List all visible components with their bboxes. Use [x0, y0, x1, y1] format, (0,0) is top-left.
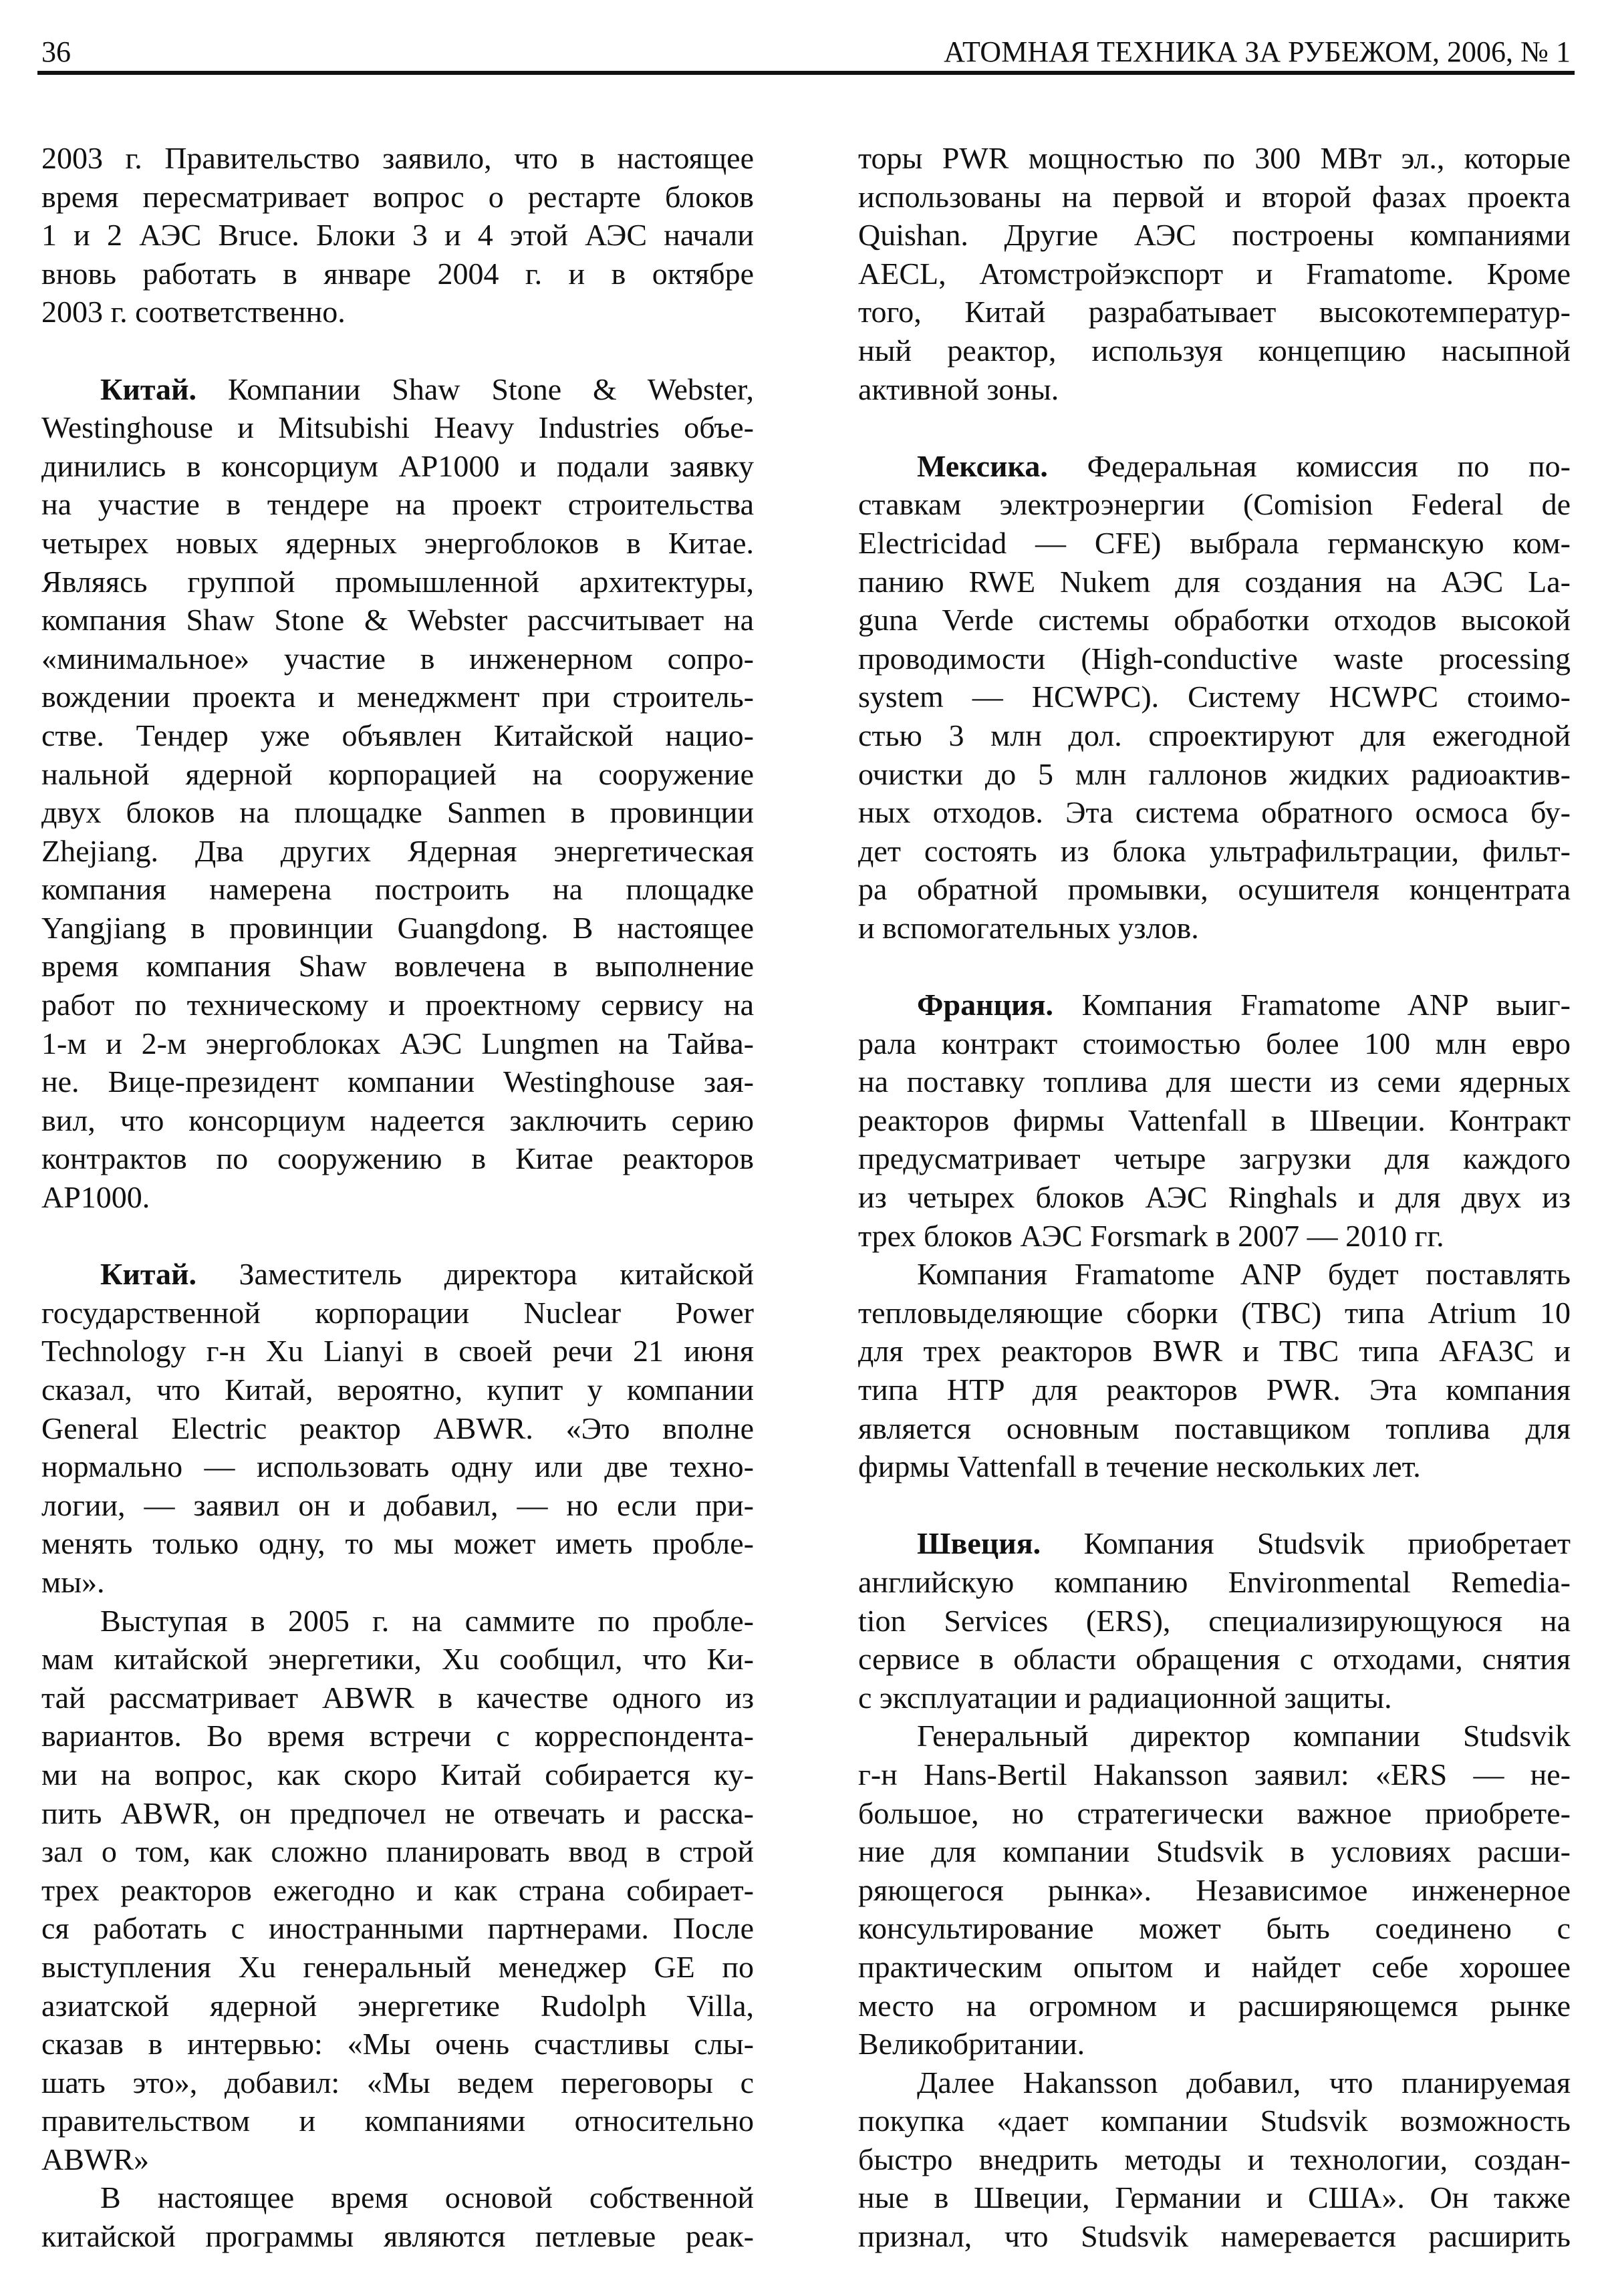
section-lead: Китай.: [100, 1257, 197, 1292]
line-text: вождении проекта и менеджмент при строитель-: [41, 680, 754, 714]
line-text: ный реактор, используя концепцию насыпной: [858, 333, 1571, 368]
paragraph-spacer: [41, 331, 754, 370]
line-text: панию RWE Nukem для создания на АЭС La-: [858, 564, 1571, 599]
line-text: вновь работать в январе 2004 г. и в октябре: [41, 256, 754, 291]
text-line: [41, 1832, 754, 1871]
text-line: [858, 447, 1571, 486]
text-line: [858, 1024, 1571, 1063]
text-line: [41, 370, 754, 409]
line-text: Quishan. Другие АЭС построены компаниями: [858, 218, 1571, 253]
text-line: [858, 1640, 1571, 1679]
text-line: [41, 1987, 754, 2025]
line-text: Technology г-н Xu Lianyi в своей речи 21 июня: [41, 1334, 754, 1369]
text-line: [41, 755, 754, 794]
line-text: Компания Framatome ANP будет поставлять: [917, 1257, 1571, 1292]
line-text: пить ABWR, он предпочел не отвечать и расска-: [41, 1796, 754, 1830]
text-line: [41, 1062, 754, 1101]
line-text: вариантов. Во время встречи с корреспондента-: [41, 1719, 754, 1753]
line-text: быстро внедрить методы и технологии, создан-: [858, 2142, 1571, 2176]
line-text: динились в консорциум AP1000 и подали заявку: [41, 448, 754, 483]
line-text: ставкам электроэнергии (Comision Federal de: [858, 487, 1571, 522]
text-line: [41, 2102, 754, 2140]
text-line: [858, 909, 1571, 948]
text-line: [858, 178, 1571, 217]
text-line: [858, 524, 1571, 563]
line-text: и вспомогательных узлов.: [858, 910, 1199, 945]
page-number: 36: [41, 35, 71, 68]
line-text: использованы на первой и второй фазах проекта: [858, 179, 1571, 214]
text-line: [858, 1409, 1571, 1448]
text-line: [858, 2102, 1571, 2140]
paragraph-spacer: [858, 1486, 1571, 1525]
line-text: компания намерена построить на площадке: [41, 872, 754, 907]
text-line: [41, 1871, 754, 1910]
text-line: [41, 1332, 754, 1371]
line-text: является основным поставщиком топлива для: [858, 1411, 1571, 1445]
line-text: реакторов фирмы Vattenfall в Швеции. Контракт: [858, 1103, 1571, 1137]
line-text: Компания Studsvik приобретает: [1041, 1526, 1571, 1561]
text-line: [858, 1871, 1571, 1910]
line-text: AECL, Атомстройэкспорт и Framatome. Кроме: [858, 256, 1571, 291]
text-line: [858, 1178, 1571, 1217]
journal-title: АТОМНАЯ ТЕХНИКА ЗА РУБЕЖОМ, 2006, № 1: [944, 35, 1571, 68]
line-text: мы».: [41, 1564, 105, 1599]
line-text: работ по техническому и проектному сервису на: [41, 988, 754, 1022]
text-line: [41, 524, 754, 563]
line-text: Генеральный директор компании Studsvik: [917, 1719, 1571, 1753]
line-text: Компания Framatome ANP выиг-: [1053, 988, 1571, 1022]
line-text: трех блоков АЭС Forsmark в 2007 — 2010 гг.: [858, 1218, 1444, 1253]
text-line: [41, 639, 754, 678]
section-lead: Швеция.: [917, 1526, 1041, 1561]
text-line: [41, 1294, 754, 1332]
line-text: типа HTP для реакторов PWR. Эта компания: [858, 1373, 1571, 1407]
text-line: [41, 986, 754, 1024]
line-text: сервисе в области обращения с отходами, снятия: [858, 1642, 1571, 1677]
line-text: четырех новых ядерных энергоблоков в Китае.: [41, 525, 754, 560]
line-text: активной зоны.: [858, 372, 1059, 406]
text-line: [858, 1755, 1571, 1794]
line-text: китайской программы являются петлевые реак-: [41, 2219, 754, 2254]
text-line: [858, 139, 1571, 178]
line-text: сказал, что Китай, вероятно, купит у компании: [41, 1373, 754, 1407]
text-line: [41, 216, 754, 255]
text-line: [41, 1447, 754, 1486]
line-text: контрактов по сооружению в Китае реакторов: [41, 1141, 754, 1176]
line-text: на поставку топлива для шести из семи ядерных: [858, 1064, 1571, 1099]
line-text: логии, — заявил он и добавил, — но если при-: [41, 1487, 754, 1522]
line-text: В настоящее время основой собственной: [100, 2180, 754, 2215]
section-lead: Франция.: [917, 988, 1053, 1022]
text-line: [858, 1139, 1571, 1178]
text-line: [858, 255, 1571, 293]
text-line: [41, 909, 754, 948]
line-text: Компании Shaw Stone & Webster,: [196, 372, 754, 406]
line-text: AP1000.: [41, 1180, 150, 1215]
text-line: [41, 2217, 754, 2256]
line-text: торы PWR мощностью по 300 МВт эл., которые: [858, 141, 1571, 175]
text-line: [41, 293, 754, 331]
text-line: [858, 563, 1571, 601]
text-line: [41, 1024, 754, 1063]
line-text: ABWR»: [41, 2142, 149, 2176]
line-text: г-н Hans-Bertil Hakansson заявил: «ERS — не-: [858, 1757, 1571, 1791]
line-text: время компания Shaw вовлечена в выполнение: [41, 949, 754, 984]
line-text: фирмы Vattenfall в течение нескольких лет.: [858, 1449, 1421, 1484]
text-line: [41, 947, 754, 986]
line-text: ных отходов. Эта система обратного осмоса бу-: [858, 795, 1571, 830]
line-text: Electricidad — CFE) выбрала германскую ком-: [858, 525, 1571, 560]
text-line: [41, 1371, 754, 1409]
text-line: [41, 255, 754, 293]
line-text: время пересматривает вопрос о рестарте блоков: [41, 179, 754, 214]
line-text: мам китайской энергетики, Xu сообщил, что Ки-: [41, 1642, 754, 1677]
text-line: [858, 1832, 1571, 1871]
text-line: [858, 1447, 1571, 1486]
text-line: [858, 678, 1571, 716]
paragraph: [858, 139, 1571, 408]
text-line: [858, 870, 1571, 909]
text-line: [858, 2217, 1571, 2256]
paragraph: [858, 2063, 1571, 2256]
text-line: [858, 2025, 1571, 2063]
line-text: сказав в интервью: «Мы очень счастливы слы-: [41, 2027, 754, 2061]
text-line: [858, 1948, 1571, 1987]
line-text: Являясь группой промышленной архитектуры,: [41, 564, 754, 599]
line-text: нальной ядерной корпорацией на сооружение: [41, 756, 754, 791]
paragraph: [858, 447, 1571, 948]
text-line: [858, 1217, 1571, 1256]
text-line: [858, 793, 1571, 832]
text-line: [41, 139, 754, 178]
paragraph: [858, 1524, 1571, 1717]
line-text: двух блоков на площадке Sanmen в провинции: [41, 795, 754, 830]
line-text: Выступая в 2005 г. на саммите по пробле-: [100, 1603, 754, 1638]
line-text: из четырех блоков АЭС Ringhals и для двух из: [858, 1180, 1571, 1215]
line-text: тай рассматривает ABWR в качестве одного из: [41, 1680, 754, 1715]
paragraph: [41, 370, 754, 1217]
line-text: guna Verde системы обработки отходов высокой: [858, 603, 1571, 637]
line-text: Westinghouse и Mitsubishi Heavy Industries объе-: [41, 410, 754, 445]
text-line: [858, 986, 1571, 1024]
paragraph: [41, 139, 754, 331]
line-text: признал, что Studsvik намеревается расширить: [858, 2219, 1571, 2254]
text-line: [858, 1987, 1571, 2025]
text-line: [41, 1178, 754, 1217]
text-line: [858, 485, 1571, 524]
text-line: [858, 1255, 1571, 1294]
line-text: ные в Швеции, Германии и США». Он также: [858, 2180, 1571, 2215]
line-text: Zhejiang. Два других Ядерная энергетическая: [41, 833, 754, 868]
text-line: [858, 1909, 1571, 1948]
section-lead: Мексика.: [917, 448, 1048, 483]
paragraph: [41, 1255, 754, 1601]
text-line: [41, 1717, 754, 1755]
text-line: [858, 1294, 1571, 1332]
text-line: [41, 1101, 754, 1140]
line-text: не. Вице-президент компании Westinghouse зая-: [41, 1064, 754, 1099]
text-line: [41, 1409, 754, 1448]
line-text: Далее Hakansson добавил, что планируемая: [917, 2065, 1571, 2100]
text-line: [41, 563, 754, 601]
text-line: [41, 1524, 754, 1563]
line-text: азиатской ядерной энергетике Rudolph Villa,: [41, 1988, 754, 2023]
line-text: покупка «дает компании Studsvik возможность: [858, 2104, 1571, 2138]
line-text: очистки до 5 млн галлонов жидких радиоактив-: [858, 756, 1571, 791]
text-line: [858, 639, 1571, 678]
text-line: [858, 1062, 1571, 1101]
text-line: [41, 485, 754, 524]
text-line: [41, 447, 754, 486]
text-line: [41, 408, 754, 447]
line-text: выступления Xu генеральный менеджер GE по: [41, 1949, 754, 1984]
line-text: дет состоять из блока ультрафильтрации, фильт-: [858, 833, 1571, 868]
line-text: нормально — использовать одну или две техно-: [41, 1449, 754, 1484]
text-line: [858, 293, 1571, 331]
text-line: [41, 716, 754, 755]
paragraph-spacer: [858, 408, 1571, 447]
text-line: [858, 2178, 1571, 2217]
line-text: 1 и 2 АЭС Bruce. Блоки 3 и 4 этой АЭС начали: [41, 218, 754, 253]
text-line: [41, 793, 754, 832]
text-line: [41, 601, 754, 639]
line-text: 2003 г. Правительство заявило, что в настоящее: [41, 141, 754, 175]
text-line: [41, 1909, 754, 1948]
text-line: [858, 716, 1571, 755]
text-line: [858, 331, 1571, 370]
text-line: [41, 1563, 754, 1602]
text-line: [41, 1255, 754, 1294]
text-line: [858, 601, 1571, 639]
text-line: [41, 870, 754, 909]
section-lead: Китай.: [100, 372, 197, 406]
line-text: консультирование может быть соединено с: [858, 1911, 1571, 1946]
text-line: [41, 2063, 754, 2102]
line-text: стью 3 млн дол. спроектируют для ежегодной: [858, 718, 1571, 752]
text-line: [41, 1948, 754, 1987]
running-header: [41, 32, 1571, 72]
paragraph: [858, 1255, 1571, 1486]
text-line: [858, 832, 1571, 871]
line-text: тепловыделяющие сборки (ТВС) типа Atrium 10: [858, 1295, 1571, 1330]
right-column: [858, 139, 1571, 2256]
text-line: [858, 216, 1571, 255]
line-text: того, Китай разрабатывает высокотемператур-: [858, 295, 1571, 329]
text-line: [41, 1486, 754, 1525]
text-line: [41, 1794, 754, 1833]
line-text: Yangjiang в провинции Guangdong. В настоящее: [41, 910, 754, 945]
line-text: system — HCWPC). Систему HCWPC стоимо-: [858, 680, 1571, 714]
text-line: [858, 1602, 1571, 1640]
text-line: [858, 1101, 1571, 1140]
text-line: [858, 1371, 1571, 1409]
line-text: большое, но стратегически важное приобрете-: [858, 1796, 1571, 1830]
text-line: [858, 1524, 1571, 1563]
text-line: [41, 1602, 754, 1640]
line-text: государственной корпорации Nuclear Power: [41, 1295, 754, 1330]
line-text: практическим опытом и найдет себе хорошее: [858, 1949, 1571, 1984]
text-line: [41, 2025, 754, 2063]
line-text: зал о том, как сложно планировать ввод в строй: [41, 1834, 754, 1869]
text-line: [41, 678, 754, 716]
text-line: [858, 755, 1571, 794]
line-text: ряющегося рынка». Независимое инженерное: [858, 1872, 1571, 1907]
line-text: шать это», добавил: «Мы ведем переговоры с: [41, 2065, 754, 2100]
line-text: проводимости (High-conductive waste processing: [858, 641, 1571, 676]
text-line: [41, 1640, 754, 1679]
paragraph: [41, 2178, 754, 2255]
text-line: [858, 370, 1571, 409]
line-text: предусматривает четыре загрузки для каждого: [858, 1141, 1571, 1176]
paragraph: [858, 986, 1571, 1255]
text-line: [41, 832, 754, 871]
text-line: [41, 178, 754, 217]
line-text: на участие в тендере на проект строительства: [41, 487, 754, 522]
text-line: [41, 1679, 754, 1717]
paragraph: [41, 1602, 754, 2179]
line-text: рала контракт стоимостью более 100 млн евро: [858, 1026, 1571, 1060]
header-rule: [37, 71, 1575, 75]
line-text: Федеральная комиссия по по-: [1047, 448, 1571, 483]
left-column: [41, 139, 754, 2256]
paragraph-spacer: [41, 1217, 754, 1256]
line-text: tion Services (ERS), специализирующуюся на: [858, 1603, 1571, 1638]
line-text: правительством и компаниями относительно: [41, 2104, 754, 2138]
line-text: компания Shaw Stone & Webster рассчитывает на: [41, 603, 754, 637]
line-text: ми на вопрос, как скоро Китай собирается ку-: [41, 1757, 754, 1791]
line-text: 2003 г. соответственно.: [41, 295, 346, 329]
text-line: [858, 1679, 1571, 1717]
line-text: менять только одну, то мы может иметь пробле-: [41, 1526, 754, 1561]
line-text: вил, что консорциум надеется заключить серию: [41, 1103, 754, 1137]
line-text: Великобритании.: [858, 2027, 1085, 2061]
text-line: [858, 1563, 1571, 1602]
line-text: с эксплуатации и радиационной защиты.: [858, 1680, 1392, 1715]
line-text: английскую компанию Environmental Remedia-: [858, 1564, 1571, 1599]
line-text: ся работать с иностранными партнерами. После: [41, 1911, 754, 1946]
line-text: стве. Тендер уже объявлен Китайской нацио-: [41, 718, 754, 752]
line-text: Заместитель директора китайской: [196, 1257, 754, 1292]
line-text: «минимальное» участие в инженерном сопро-: [41, 641, 754, 676]
line-text: ние для компании Studsvik в условиях расши-: [858, 1834, 1571, 1869]
text-line: [858, 2063, 1571, 2102]
text-line: [41, 2140, 754, 2179]
text-line: [41, 2178, 754, 2217]
line-text: для трех реакторов BWR и ТВС типа AFA3C и: [858, 1334, 1571, 1369]
text-line: [858, 2140, 1571, 2179]
line-text: место на огромном и расширяющемся рынке: [858, 1988, 1571, 2023]
text-line: [41, 1755, 754, 1794]
line-text: трех реакторов ежегодно и как страна собирает-: [41, 1872, 754, 1907]
paragraph-spacer: [858, 947, 1571, 986]
line-text: 1-м и 2-м энергоблоках АЭС Lungmen на Тайва-: [41, 1026, 754, 1060]
text-line: [858, 1794, 1571, 1833]
paragraph: [858, 1717, 1571, 2063]
line-text: General Electric реактор ABWR. «Это вполне: [41, 1411, 754, 1445]
text-line: [41, 1139, 754, 1178]
text-line: [858, 1717, 1571, 1755]
text-line: [858, 1332, 1571, 1371]
line-text: ра обратной промывки, осушителя концентрата: [858, 872, 1571, 907]
